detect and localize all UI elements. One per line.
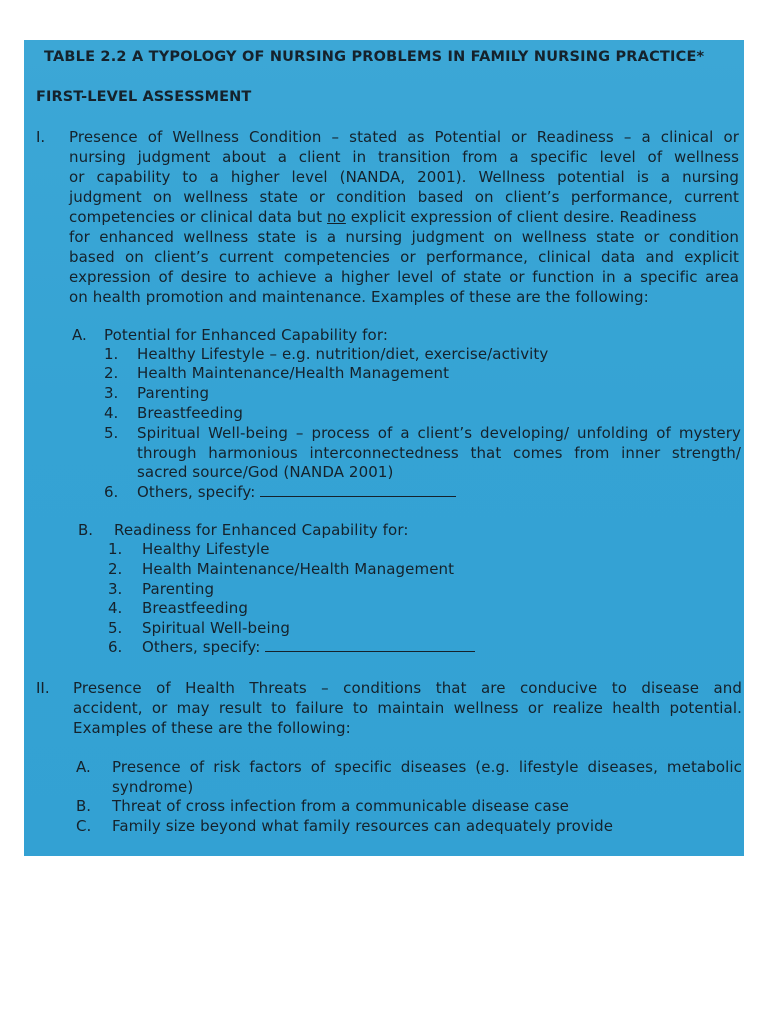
- ii-item-b-text: Threat of cross infection from a communicable disease case: [112, 797, 570, 815]
- ii-item-a-cont: syndrome): [112, 778, 194, 796]
- b-item-5-text: Spiritual Well-being: [142, 619, 290, 637]
- section-i-line-4: judgment on wellness state or condition based on client’s performance, current: [69, 188, 739, 206]
- section-i-line-5b: explicit expression of client desire. Readiness: [345, 208, 697, 226]
- a-item-5-num: 5.: [104, 424, 119, 442]
- section-ii-numeral: II.: [36, 679, 50, 697]
- section-i-line-9: on health promotion and maintenance. Examples of these are the following:: [69, 288, 649, 306]
- a-item-5-text: Spiritual Well-being – process of a client’s developing/ unfolding of mystery: [137, 424, 741, 442]
- section-ii-line-2: accident, or may result to failure to maintain wellness or realize health potential.: [73, 699, 742, 717]
- b-specify-blank: [265, 638, 475, 652]
- section-ii-line-1: Presence of Health Threats – conditions that are conducive to disease and: [73, 679, 742, 697]
- emphasis-no: no: [327, 208, 346, 226]
- section-i-line-5a: competencies or clinical data but: [69, 208, 328, 226]
- section-i-line-1: Presence of Wellness Condition – stated as Potential or Readiness – a clinical or: [69, 128, 739, 146]
- a-item-4-text: Breastfeeding: [137, 404, 243, 422]
- ii-item-b-letter: B.: [76, 797, 92, 815]
- a-item-5-cont-1: through harmonious interconnectedness that comes from inner strength/: [137, 444, 741, 462]
- section-i-line-8: expression of desire to achieve a higher level of state or function in a specific area: [69, 268, 739, 286]
- a-specify-blank: [260, 483, 456, 497]
- b-item-6-num: 6.: [108, 638, 123, 656]
- b-item-5-num: 5.: [108, 619, 123, 637]
- a-item-5-cont-2: sacred source/God (NANDA 2001): [137, 463, 394, 481]
- section-i-line-5: [69, 207, 739, 227]
- b-item-4-num: 4.: [108, 599, 123, 617]
- b-item-3-text: Parenting: [142, 580, 215, 598]
- section-heading: FIRST-LEVEL ASSESSMENT: [36, 89, 252, 105]
- section-i-line-2: nursing judgment about a client in transition from a specific level of wellness: [69, 148, 739, 166]
- section-ii-line-3: Examples of these are the following:: [73, 719, 351, 737]
- a-item-3-num: 3.: [104, 384, 119, 402]
- b-item-2-text: Health Maintenance/Health Management: [142, 560, 455, 578]
- a-item-2-num: 2.: [104, 364, 119, 382]
- a-item-1-text: Healthy Lifestyle – e.g. nutrition/diet, exercise/activity: [137, 345, 549, 363]
- b-item-4-text: Breastfeeding: [142, 599, 248, 617]
- subsection-b-letter: B.: [78, 521, 94, 539]
- ii-item-c-text: Family size beyond what family resources can adequately provide: [112, 817, 614, 835]
- subsection-a-letter: A.: [72, 326, 87, 344]
- ii-item-a-letter: A.: [76, 758, 91, 776]
- a-item-1-num: 1.: [104, 345, 119, 363]
- section-i-line-7: based on client’s current competencies or performance, clinical data and explicit: [69, 248, 739, 266]
- section-i-line-6: for enhanced wellness state is a nursing judgment on wellness state or condition: [69, 228, 739, 246]
- ii-item-c-letter: C.: [76, 817, 92, 835]
- a-item-6-text: Others, specify:: [137, 483, 256, 501]
- b-item-1-num: 1.: [108, 540, 123, 558]
- b-item-3-num: 3.: [108, 580, 123, 598]
- a-item-4-num: 4.: [104, 404, 119, 422]
- subsection-b-heading: Readiness for Enhanced Capability for:: [114, 521, 409, 539]
- ii-item-a-text: Presence of risk factors of specific diseases (e.g. lifestyle diseases, metabolic: [112, 758, 742, 776]
- b-item-6-text: Others, specify:: [142, 638, 261, 656]
- subsection-a-heading: Potential for Enhanced Capability for:: [104, 326, 388, 344]
- table-title: TABLE 2.2 A TYPOLOGY OF NURSING PROBLEMS IN FAMILY NURSING PRACTICE*: [44, 49, 705, 65]
- a-item-6: [137, 482, 456, 502]
- b-item-6: [142, 637, 475, 657]
- a-item-6-num: 6.: [104, 483, 119, 501]
- a-item-3-text: Parenting: [137, 384, 210, 402]
- b-item-1-text: Healthy Lifestyle: [142, 540, 270, 558]
- section-i-numeral: I.: [36, 128, 46, 146]
- b-item-2-num: 2.: [108, 560, 123, 578]
- scanned-table-page: [24, 40, 744, 856]
- a-item-2-text: Health Maintenance/Health Management: [137, 364, 450, 382]
- section-i-line-3: or capability to a higher level (NANDA, 2001). Wellness potential is a nursing: [69, 168, 739, 186]
